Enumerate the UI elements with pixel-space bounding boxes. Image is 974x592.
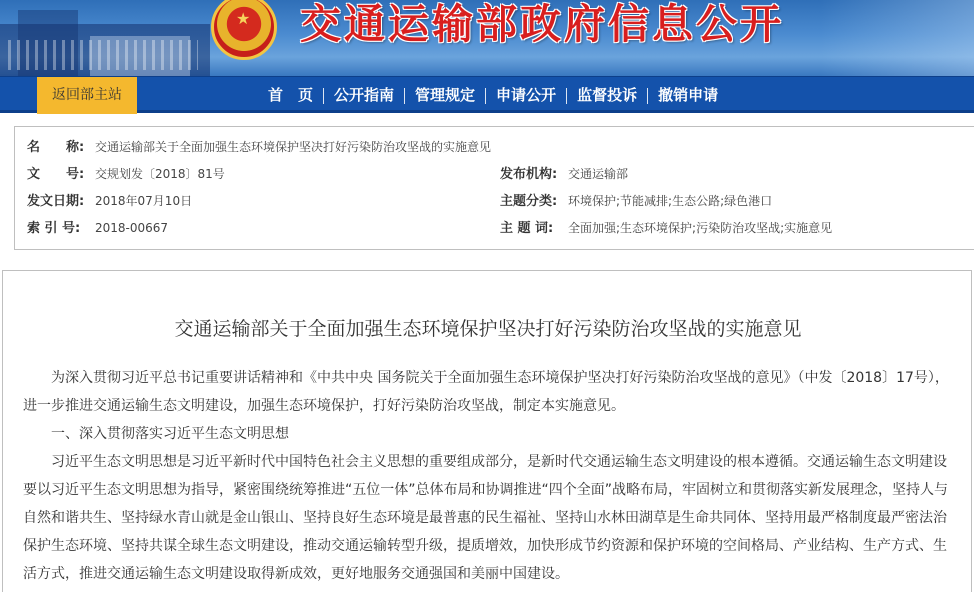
site-banner	[0, 0, 974, 76]
info-row-date	[15, 188, 974, 215]
site-title: 交通运输部政府信息公开	[300, 0, 784, 48]
publisher-label: 发布机构:	[500, 167, 558, 182]
document-info-table	[14, 126, 974, 250]
category-label: 主题分类:	[500, 194, 558, 209]
banner-glow	[820, 0, 974, 76]
main-nav	[0, 76, 974, 113]
subject-label: 主 题 词:	[500, 221, 554, 236]
date-label: 发文日期:	[27, 194, 85, 209]
document-paragraph: 为深入贯彻习近平总书记重要讲话精神和《中共中央 国务院关于全面加强生态环境保护坚决打好污染防治攻坚战的意见》（中发〔2018〕17号），进一步推进交通运输生态文明建设，加强生态环境保护，打好污染防治攻坚战，制定本实施意见。	[23, 370, 949, 414]
date-value: 2018年07月10日	[95, 194, 193, 208]
name-label: 名 称:	[27, 140, 85, 155]
document-title: 交通运输部关于全面加强生态环境保护坚决打好污染防治攻坚战的实施意见	[174, 318, 802, 340]
back-to-main-site-button[interactable]: 返回部主站	[37, 77, 137, 114]
section-heading: 一、深入贯彻落实习近平生态文明思想	[51, 426, 289, 442]
nav-item-complaints[interactable]: 监督投诉	[577, 86, 638, 104]
nav-items	[258, 77, 728, 114]
nav-item-withdraw[interactable]: 撤销申请	[658, 86, 719, 104]
docno-label: 文 号:	[27, 167, 85, 182]
nav-divider	[647, 88, 648, 104]
nav-divider	[485, 88, 486, 104]
nav-divider	[323, 88, 324, 104]
publisher-value: 交通运输部	[568, 167, 629, 181]
nav-item-apply[interactable]: 申请公开	[496, 86, 557, 104]
docno-value: 交规划发〔2018〕81号	[95, 167, 225, 181]
nav-divider	[404, 88, 405, 104]
index-label: 索 引 号:	[27, 221, 81, 236]
banner-windows	[8, 40, 198, 70]
name-value: 交通运输部关于全面加强生态环境保护坚决打好污染防治攻坚战的实施意见	[95, 140, 492, 154]
national-emblem-icon: ★	[211, 0, 277, 60]
document-paragraph: 习近平生态文明思想是习近平新时代中国特色社会主义思想的重要组成部分，是新时代交通运输生态文明建设的根本遵循。交通运输生态文明建设要以习近平生态文明思想为指导，紧密围绕统筹推进“五位一体”总体布局和协调推进“四个全面”战略布局，牢固树立和贯彻落实新发展理念，坚持人与自然和谐共生、坚持绿水青山就是金山银山、坚持良好生态环境是最普惠的民生福祉、坚持山水林田湖草是生命共同体、坚持用最严格制度最严密法治保护生态环境、坚持共谋全球生态文明建设，推动交通运输转型升级，提质增效，加快形成节约资源和保护环境的空间格局、产业结构、生产方式、生活方式，推进交通运输生态文明建设取得新成效，更好地服务交通强国和美丽中国建设。	[23, 454, 949, 582]
info-row-name	[15, 134, 974, 161]
nav-item-guide[interactable]: 公开指南	[334, 86, 395, 104]
index-value: 2018-00667	[95, 221, 169, 235]
info-row-docno	[15, 161, 974, 188]
nav-divider	[566, 88, 567, 104]
category-value: 环境保护;节能减排;生态公路;绿色港口	[568, 194, 773, 208]
nav-item-home[interactable]: 首 页	[268, 86, 314, 104]
subject-value: 全面加强;生态环境保护;污染防治攻坚战;实施意见	[568, 221, 833, 235]
nav-item-regulations[interactable]: 管理规定	[415, 86, 476, 104]
document-content	[2, 270, 972, 592]
info-row-index	[15, 215, 974, 242]
